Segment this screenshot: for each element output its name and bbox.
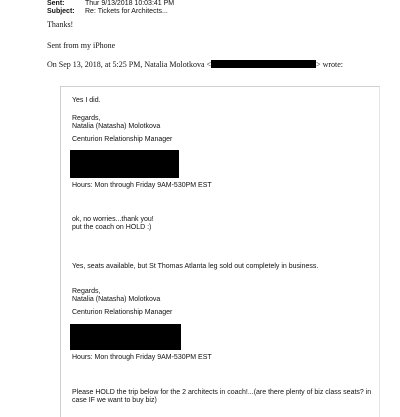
redacted-email xyxy=(211,60,316,68)
subject-value: Re: Tickets for Architects... xyxy=(85,8,168,15)
thanks-text: Thanks! xyxy=(47,20,74,29)
iphone-signature: Sent from my iPhone xyxy=(47,41,116,50)
quoted-msg-1: Yes I did. xyxy=(72,97,101,104)
reply-line-2: put the coach on HOLD :) xyxy=(72,224,152,231)
subject-row xyxy=(47,7,168,16)
attribution-suffix: > wrote: xyxy=(316,60,344,69)
redacted-block-1 xyxy=(70,150,179,178)
sent-label: Sent: xyxy=(47,0,65,7)
quoted-msg-3-line-1: Please HOLD the trip below for the 2 architects in coach!...(are there plenty of biz class seats? in xyxy=(72,389,372,396)
hours-1: Hours: Mon through Friday 9AM-530PM EST xyxy=(72,182,212,189)
subject-label: Subject: xyxy=(47,8,75,15)
title-2: Centurion Relationship Manager xyxy=(72,309,173,316)
name-1: Natalia (Natasha) Molotkova xyxy=(72,123,161,130)
quoted-msg-3-line-2: case IF we want to buy biz) xyxy=(72,397,157,404)
redacted-block-2 xyxy=(70,324,181,350)
reply-line-1: ok, no worries...thank you! xyxy=(72,216,154,223)
attribution-line xyxy=(47,60,343,70)
title-1: Centurion Relationship Manager xyxy=(72,136,173,143)
sent-value: Thur 9/13/2018 10:03:41 PM xyxy=(85,0,175,7)
quoted-msg-2: Yes, seats available, but St Thomas Atlanta leg sold out completely in business. xyxy=(72,263,319,270)
name-2: Natalia (Natasha) Molotkova xyxy=(72,296,161,303)
hours-2: Hours: Mon through Friday 9AM-530PM EST xyxy=(72,354,212,361)
regards-1: Regards, xyxy=(72,115,101,122)
regards-2: Regards, xyxy=(72,288,101,295)
attribution-prefix: On Sep 13, 2018, at 5:25 PM, Natalia Molotkova < xyxy=(47,60,212,69)
